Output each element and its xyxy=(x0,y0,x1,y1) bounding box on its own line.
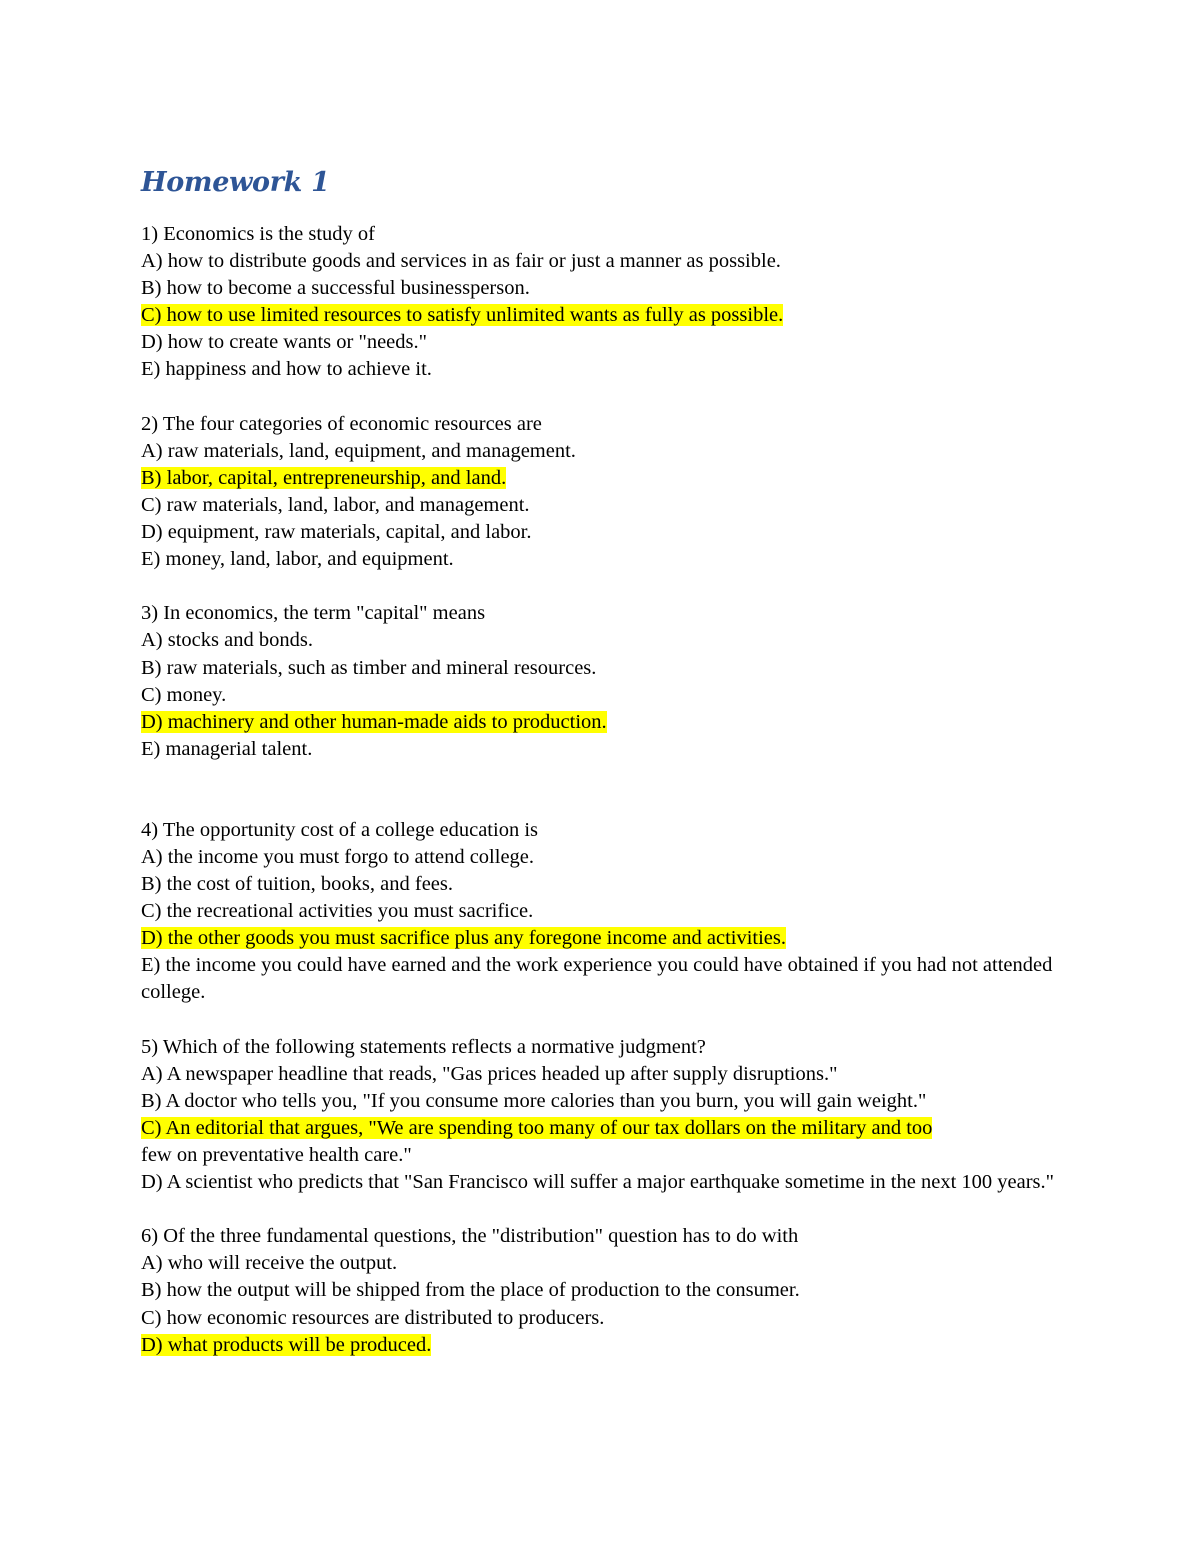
answer-option-highlighted: D) what products will be produced. xyxy=(141,1333,432,1356)
answer-option: B) A doctor who tells you, "If you consume more calories than you burn, you will gain weight." xyxy=(141,1089,927,1112)
answer-option: D) A scientist who predicts that "San Francisco will suffer a major earthquake sometime in the next 100 years." xyxy=(141,1171,1055,1194)
question-stem: 1) Economics is the study of xyxy=(141,223,376,245)
answer-option-highlighted: D) the other goods you must sacrifice plus any foregone income and activities. xyxy=(141,927,786,950)
answer-option: B) how the output will be shipped from the place of production to the consumer. xyxy=(141,1279,800,1302)
question-4 xyxy=(141,817,1061,1007)
answer-option: A) A newspaper headline that reads, "Gas prices headed up after supply disruptions." xyxy=(141,1062,838,1085)
document-content xyxy=(141,163,1061,1359)
question-3 xyxy=(141,600,1061,763)
question-stem: 5) Which of the following statements reflects a normative judgment? xyxy=(141,1035,706,1058)
question-5 xyxy=(141,1034,1061,1197)
answer-option: A) raw materials, land, equipment, and management. xyxy=(141,439,576,462)
answer-option-continuation: few on preventative health care." xyxy=(141,1144,412,1166)
answer-option: B) how to become a successful businessperson. xyxy=(141,277,530,300)
question-stem: 2) The four categories of economic resources are xyxy=(141,412,542,435)
answer-option: B) the cost of tuition, books, and fees. xyxy=(141,873,454,896)
answer-option: C) how economic resources are distributed to producers. xyxy=(141,1306,605,1329)
answer-option: A) how to distribute goods and services in as fair or just a manner as possible. xyxy=(141,250,781,273)
question-stem: 4) The opportunity cost of a college education is xyxy=(141,818,538,841)
answer-option-highlighted: C) how to use limited resources to satisfy unlimited wants as fully as possible. xyxy=(141,304,784,327)
document-title: Homework 1 xyxy=(141,167,330,198)
answer-option: E) happiness and how to achieve it. xyxy=(141,358,432,381)
answer-option: B) raw materials, such as timber and mineral resources. xyxy=(141,656,597,679)
question-stem: 3) In economics, the term "capital" means xyxy=(141,602,486,625)
answer-option: E) managerial talent. xyxy=(141,737,313,760)
answer-option: D) equipment, raw materials, capital, and labor. xyxy=(141,521,532,544)
answer-option: C) money. xyxy=(141,683,227,706)
answer-option: D) how to create wants or "needs." xyxy=(141,331,427,354)
answer-option: A) the income you must forgo to attend college. xyxy=(141,845,535,868)
answer-option-highlighted: B) labor, capital, entrepreneurship, and land. xyxy=(141,466,507,489)
question-stem: 6) Of the three fundamental questions, the "distribution" question has to do with xyxy=(141,1225,799,1248)
answer-option: A) stocks and bonds. xyxy=(141,629,313,652)
answer-option: C) the recreational activities you must sacrifice. xyxy=(141,900,534,923)
answer-option: C) raw materials, land, labor, and management. xyxy=(141,493,530,516)
answer-option: A) who will receive the output. xyxy=(141,1252,398,1275)
answer-option-highlighted: D) machinery and other human-made aids to production. xyxy=(141,710,607,733)
question-6 xyxy=(141,1223,1061,1358)
answer-option-highlighted: C) An editorial that argues, "We are spending too many of our tax dollars on the military and too xyxy=(141,1116,933,1139)
answer-option: E) money, land, labor, and equipment. xyxy=(141,548,454,571)
question-1 xyxy=(141,221,1061,384)
question-2 xyxy=(141,411,1061,574)
answer-option: E) the income you could have earned and the work experience you could have obtained if you had not attended college. xyxy=(141,954,1053,1004)
